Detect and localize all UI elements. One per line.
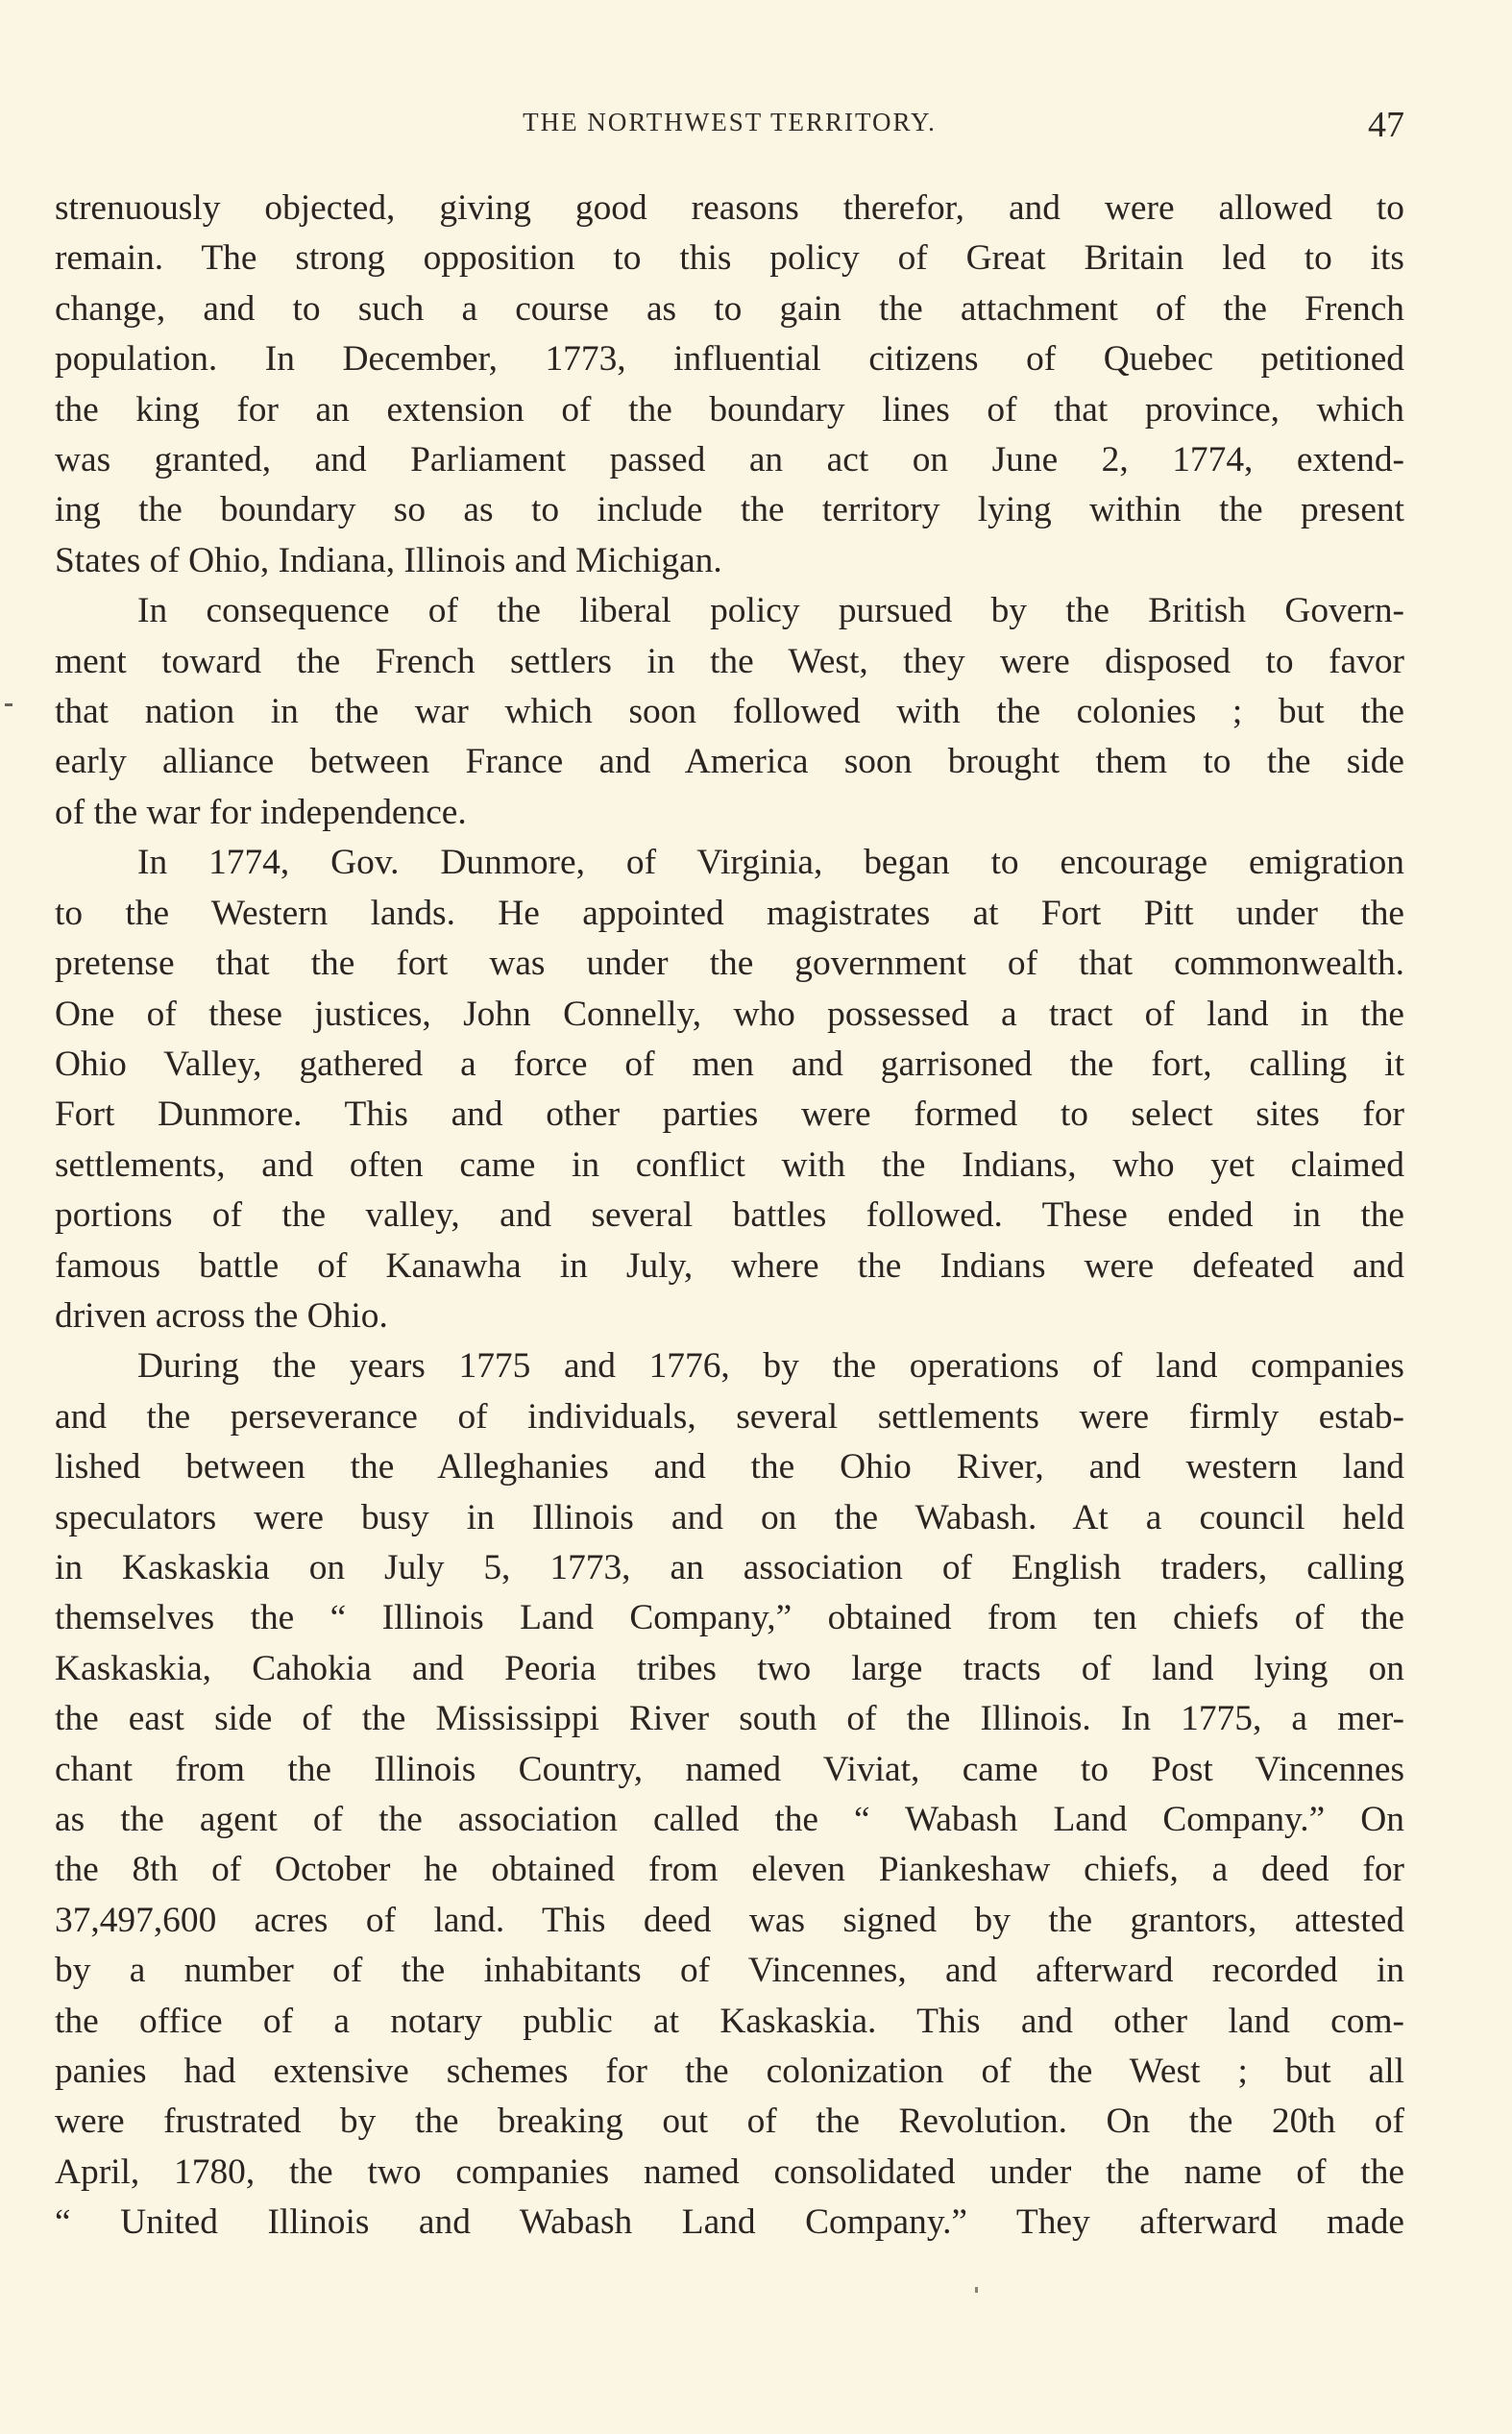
text-line: population. In December, 1773, influential citizens of Quebec petitioned (55, 339, 1404, 380)
text-line: One of these justices, John Connelly, who possessed a tract of land in the (55, 994, 1404, 1034)
text-line: Kaskaskia, Cahokia and Peoria tribes two large tracts of land lying on (55, 1648, 1404, 1688)
body-text (55, 184, 1404, 2249)
text-line: driven across the Ohio. (55, 1295, 388, 1336)
text-line: Fort Dunmore. This and other parties were formed to select sites for (55, 1094, 1404, 1135)
page-number: 47 (1368, 105, 1404, 145)
text-line: settlements, and often came in conflict with the Indians, who yet claimed (55, 1144, 1404, 1185)
text-line: by a number of the inhabitants of Vincennes, and afterward recorded in (55, 1951, 1404, 1991)
paper-speck (975, 2287, 978, 2293)
text-line: famous battle of Kanawha in July, where the Indians were defeated and (55, 1245, 1404, 1286)
text-line: chant from the Illinois Country, named Viviat, came to Post Vincennes (55, 1749, 1404, 1789)
paragraph-3 (55, 838, 1404, 1341)
text-line: 37,497,600 acres of land. This deed was signed by the grantors, attested (55, 1900, 1404, 1940)
text-line: early alliance between France and America soon brought them to the side (55, 742, 1404, 782)
text-line: themselves the “ Illinois Land Company,” obtained from ten chiefs of the (55, 1598, 1404, 1638)
text-line: the king for an extension of the boundary lines of that province, which (55, 389, 1404, 430)
text-line: In consequence of the liberal policy pursued by the British Govern- (137, 591, 1404, 631)
text-line: the 8th of October he obtained from eleven Piankeshaw chiefs, a deed for (55, 1850, 1404, 1890)
text-line: of the war for independence. (55, 792, 467, 832)
text-line: portions of the valley, and several battles followed. These ended in the (55, 1195, 1404, 1236)
text-line: to the Western lands. He appointed magistrates at Fort Pitt under the (55, 893, 1404, 933)
text-line: the east side of the Mississippi River south of the Illinois. In 1775, a mer- (55, 1699, 1404, 1739)
text-line: ing the boundary so as to include the territory lying within the present (55, 490, 1404, 530)
text-line: and the perseverance of individuals, several settlements were firmly estab- (55, 1396, 1404, 1437)
text-line: lished between the Alleghanies and the Ohio River, and western land (55, 1447, 1404, 1487)
text-line: in Kaskaskia on July 5, 1773, an association of English traders, calling (55, 1547, 1404, 1587)
text-line: ment toward the French settlers in the West, they were disposed to favor (55, 641, 1404, 681)
paragraph-4 (55, 1341, 1404, 2248)
text-line: Ohio Valley, gathered a force of men and garrisoned the fort, calling it (55, 1044, 1404, 1084)
text-line: as the agent of the association called the “ Wabash Land Company.” On (55, 1800, 1404, 1839)
text-line: “ United Illinois and Wabash Land Company.” They afterward made (55, 2202, 1404, 2243)
text-line: States of Ohio, Indiana, Illinois and Michigan. (55, 540, 722, 580)
text-line: During the years 1775 and 1776, by the operations of land companies (137, 1346, 1404, 1387)
text-line: speculators were busy in Illinois and on the Wabash. At a council held (55, 1497, 1404, 1537)
paragraph-1 (55, 184, 1404, 586)
paragraph-2 (55, 586, 1404, 838)
text-line: were frustrated by the breaking out of the Revolution. On the 20th of (55, 2102, 1404, 2142)
running-head (55, 104, 1404, 146)
text-line: pretense that the fort was under the government of that commonwealth. (55, 944, 1404, 984)
text-line: change, and to such a course as to gain the attachment of the French (55, 288, 1404, 329)
text-line: the office of a notary public at Kaskaskia. This and other land com- (55, 2001, 1404, 2041)
margin-mark (5, 703, 12, 706)
text-line: that nation in the war which soon followed with the colonies ; but the (55, 692, 1404, 732)
text-line: strenuously objected, giving good reasons therefor, and were allowed to (55, 188, 1404, 228)
text-line: April, 1780, the two companies named consolidated under the name of the (55, 2151, 1404, 2192)
text-line: was granted, and Parliament passed an act on June 2, 1774, extend- (55, 440, 1404, 480)
text-line: panies had extensive schemes for the colonization of the West ; but all (55, 2052, 1404, 2092)
running-title: THE NORTHWEST TERRITORY. (523, 108, 937, 136)
text-line: In 1774, Gov. Dunmore, of Virginia, began to encourage emigration (137, 843, 1404, 883)
text-line: remain. The strong opposition to this policy of Great Britain led to its (55, 238, 1404, 279)
